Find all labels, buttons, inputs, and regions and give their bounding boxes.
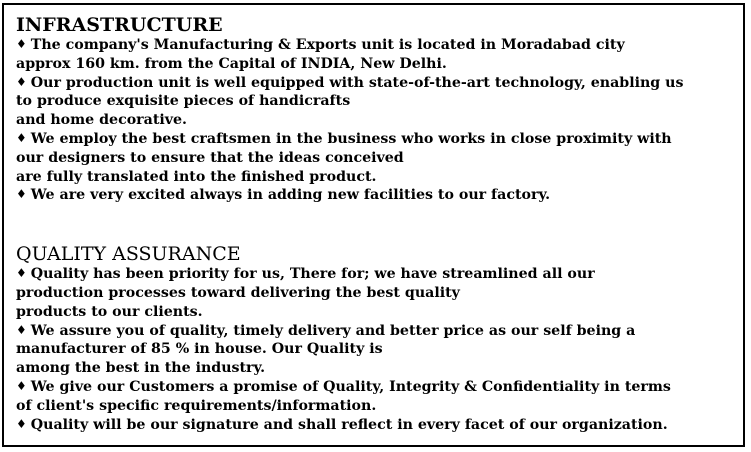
diamond-bullet-icon: ♦ (16, 130, 27, 145)
list-item-line (16, 74, 741, 93)
list-item-line (16, 378, 741, 397)
list-item-line (16, 340, 741, 359)
list-item-text: Quality has been priority for us, There for; we have streamlined all our (30, 266, 595, 283)
list-item-text: among the best in the industry. (16, 360, 266, 377)
list-item-line (16, 416, 741, 435)
list-item-line (16, 359, 741, 378)
list-item-text: Our production unit is well equipped with state-of-the-art technology, enabling us (30, 74, 684, 91)
list-item-line (16, 168, 741, 187)
list-item-line (16, 130, 741, 149)
list-item-text: production processes toward delivering the best quality (16, 284, 460, 301)
list-item-text: We assure you of quality, timely delivery and better price as our self being a (30, 322, 636, 339)
list-item-text: our designers to ensure that the ideas conceived (16, 149, 404, 166)
document-body (16, 14, 741, 434)
list-item-line (16, 303, 741, 322)
list-item-text: and home decorative. (16, 112, 187, 129)
diamond-bullet-icon: ♦ (16, 37, 27, 51)
list-item-text: Quality will be our signature and shall reflect in every facet of our organization. (30, 416, 668, 433)
list-item-line (16, 111, 741, 130)
list-item-text: We give our Customers a promise of Quality, Integrity & Confidentiality in terms (30, 378, 671, 395)
list-item-line (16, 36, 741, 55)
infrastructure-list (16, 36, 741, 205)
diamond-bullet-icon: ♦ (16, 378, 27, 393)
list-item-text: The company's Manufacturing & Exports unit is located in Moradabad city (30, 37, 625, 53)
list-item-line (16, 265, 741, 284)
list-item-text: approx 160 km. from the Capital of INDIA, New Delhi. (16, 55, 447, 72)
quality-assurance-list (16, 265, 741, 434)
list-item-line (16, 284, 741, 303)
list-item-text: to produce exquisite pieces of handicrafts (16, 93, 351, 110)
diamond-bullet-icon: ♦ (16, 74, 27, 89)
list-item-text: are fully translated into the finished product. (16, 168, 377, 185)
list-item-text: products to our clients. (16, 303, 203, 320)
list-item-line (16, 186, 741, 205)
list-item-text: We are very excited always in adding new facilities to our factory. (30, 187, 551, 204)
list-item-line (16, 397, 741, 416)
list-item-line (16, 322, 741, 341)
diamond-bullet-icon: ♦ (16, 416, 27, 431)
diamond-bullet-icon: ♦ (16, 266, 27, 281)
diamond-bullet-icon: ♦ (16, 187, 27, 202)
list-item-line (16, 55, 741, 74)
list-item-text: of client's specific requirements/information. (16, 397, 377, 414)
diamond-bullet-icon: ♦ (16, 322, 27, 337)
infrastructure-heading: INFRASTRUCTURE (16, 14, 223, 36)
list-item-line (16, 149, 741, 168)
list-item-text: manufacturer of 85 % in house. Our Quality is (16, 341, 383, 358)
quality-assurance-heading: QUALITY ASSURANCE (16, 243, 241, 266)
section-spacer (16, 205, 741, 243)
list-item-line (16, 92, 741, 111)
list-item-text: We employ the best craftsmen in the business who works in close proximity with (30, 130, 672, 147)
